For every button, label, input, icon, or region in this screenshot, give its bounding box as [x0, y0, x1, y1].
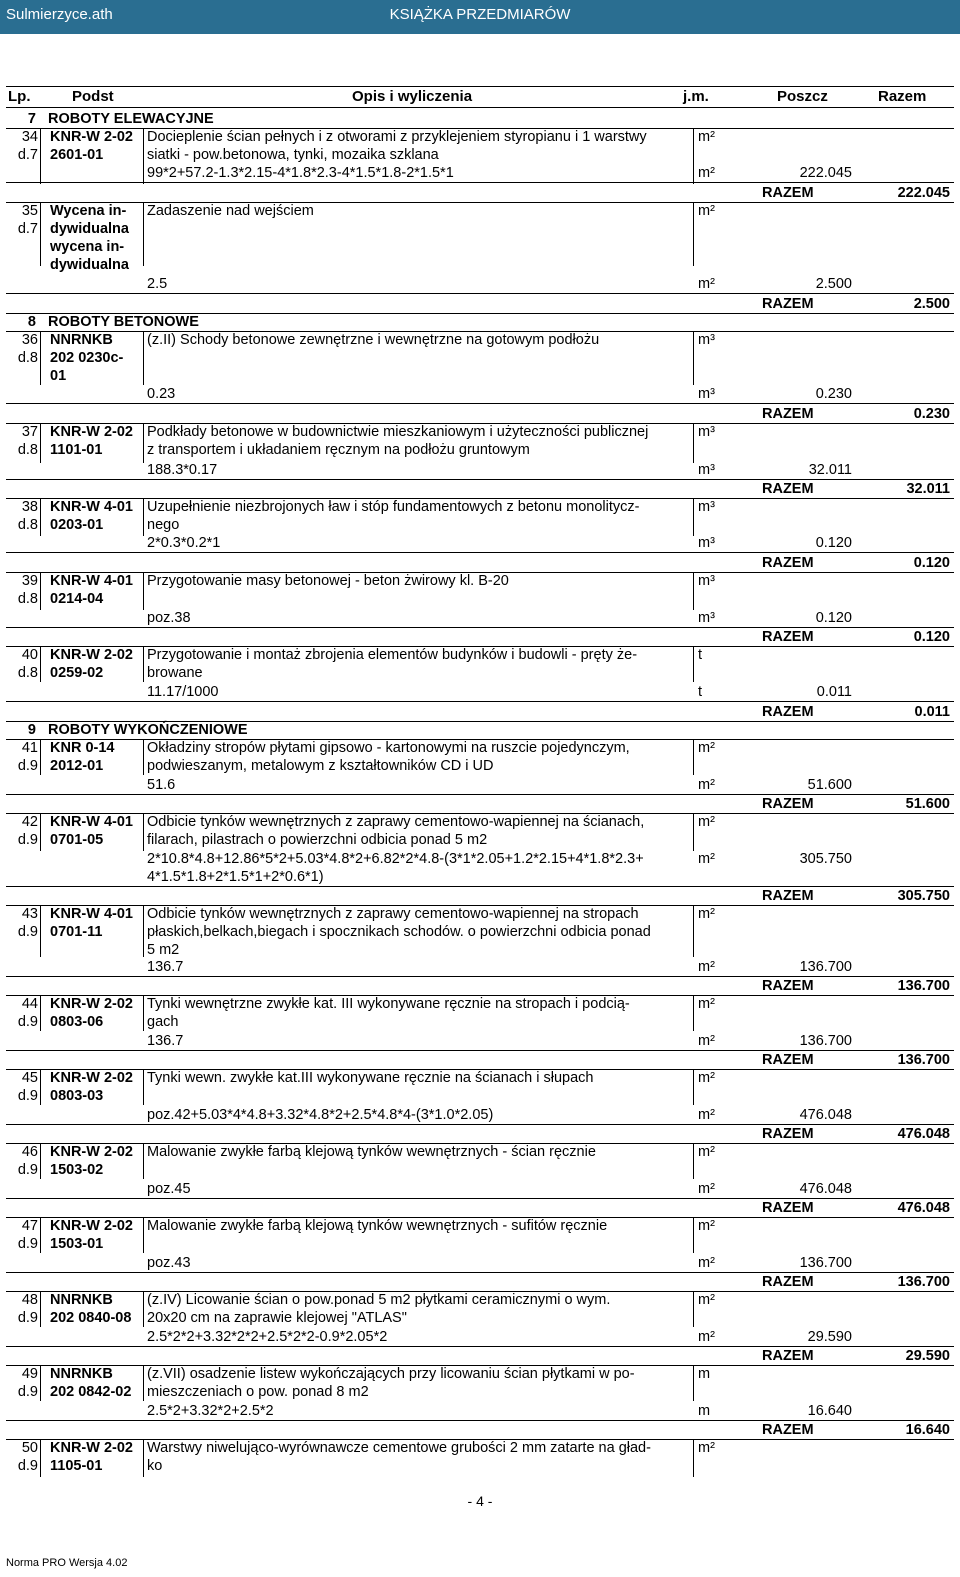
item-chapter: d.9 — [17, 1162, 38, 1178]
item-basis: KNR-W 4-01 — [50, 499, 133, 515]
razem-value: 136.700 — [897, 1274, 950, 1290]
calc-value: 32.011 — [808, 462, 852, 478]
item-number: 37 — [21, 424, 38, 440]
calc-formula: 2.5 — [147, 276, 168, 292]
item-description: Warstwy niwelująco-wyrównawcze cementowe grubości 2 mm zatarte na gład- — [147, 1440, 651, 1456]
calc-formula: poz.45 — [147, 1181, 191, 1197]
item-chapter: d.8 — [17, 591, 38, 607]
column-rule — [143, 423, 144, 463]
calc-unit: m² — [698, 1107, 715, 1123]
calc-formula: 2*0.3*0.2*1 — [147, 535, 221, 551]
item-basis: KNR-W 2-02 — [50, 129, 133, 145]
calc-unit: m² — [698, 1181, 715, 1197]
item-description: Docieplenie ścian pełnych i z otworami z przyklejeniem styropianu i 1 warstwy — [147, 129, 647, 145]
item-number: 35 — [21, 203, 38, 219]
calc-value: 0.230 — [815, 386, 852, 402]
section-number: 9 — [27, 722, 36, 738]
item-chapter: d.9 — [17, 758, 38, 774]
calc-value: 476.048 — [799, 1107, 852, 1123]
item-number: 43 — [21, 906, 38, 922]
column-rule — [40, 813, 41, 851]
item-description: browane — [147, 665, 203, 681]
row-rule — [6, 403, 954, 404]
razem-label: RAZEM — [762, 1422, 814, 1438]
razem-value: 0.230 — [913, 406, 950, 422]
calc-value: 0.011 — [816, 684, 852, 700]
row-rule — [6, 182, 954, 183]
item-basis: KNR-W 4-01 — [50, 573, 133, 589]
item-basis: 1105-01 — [50, 1458, 103, 1474]
item-unit: m² — [698, 203, 715, 219]
calc-unit: m² — [698, 165, 715, 181]
calc-formula: poz.43 — [147, 1255, 191, 1271]
row-rule — [6, 552, 954, 553]
column-rule — [693, 739, 694, 775]
item-description: Tynki wewn. zwykłe kat.III wykonywane ręcznie na ścianach i słupach — [147, 1070, 594, 1086]
item-number: 46 — [21, 1144, 38, 1160]
item-number: 41 — [21, 740, 38, 756]
item-chapter: d.9 — [17, 1384, 38, 1400]
item-description: (z.IV) Licowanie ścian o pow.ponad 5 m2 płytkami ceramicznymi o wym. — [147, 1292, 611, 1308]
column-rule — [143, 1365, 144, 1401]
item-basis: KNR-W 2-02 — [50, 1070, 133, 1086]
item-description: siatki - pow.betonowa, tynki, mozaika szklana — [147, 147, 439, 163]
column-rule — [693, 813, 694, 851]
calc-unit: m² — [698, 851, 715, 867]
column-rule — [40, 905, 41, 957]
item-number: 40 — [21, 647, 38, 663]
item-description: Odbicie tynków wewnętrznych z zaprawy cementowo-wapiennej na stropach — [147, 906, 639, 922]
item-description: 5 m2 — [147, 942, 180, 958]
item-description: filarach, pilastrach o powierzchni odbicia ponad 5 m2 — [147, 832, 488, 848]
column-rule — [693, 498, 694, 536]
razem-value: 0.120 — [913, 629, 950, 645]
item-chapter: d.8 — [17, 517, 38, 533]
header-poszcz: Poszcz — [777, 88, 828, 105]
item-basis: KNR-W 2-02 — [50, 996, 133, 1012]
item-basis: 2012-01 — [50, 758, 104, 774]
item-unit: m² — [698, 1218, 715, 1234]
section-title: ROBOTY WYKOŃCZENIOWE — [48, 722, 248, 738]
calc-value: 16.640 — [807, 1403, 852, 1419]
item-number: 36 — [21, 332, 38, 348]
razem-value: 136.700 — [897, 978, 950, 994]
column-rule — [693, 1291, 694, 1327]
header-opis: Opis i wyliczenia — [352, 88, 473, 105]
item-number: 38 — [21, 499, 38, 515]
razem-value: 0.120 — [913, 555, 950, 571]
calc-value: 51.600 — [807, 777, 852, 793]
item-basis: 202 0840-08 — [50, 1310, 132, 1326]
calc-formula: 2.5*2+3.32*2+2.5*2 — [147, 1403, 274, 1419]
column-rule — [40, 1069, 41, 1105]
razem-label: RAZEM — [762, 629, 814, 645]
item-basis: KNR-W 4-01 — [50, 906, 133, 922]
calc-unit: m³ — [698, 610, 715, 626]
razem-label: RAZEM — [762, 406, 814, 422]
item-number: 49 — [21, 1366, 38, 1382]
column-rule — [693, 572, 694, 610]
column-rule — [693, 905, 694, 957]
calc-unit: m² — [698, 959, 715, 975]
razem-label: RAZEM — [762, 296, 814, 312]
razem-label: RAZEM — [762, 1052, 814, 1068]
item-chapter: d.9 — [17, 924, 38, 940]
item-chapter: d.8 — [17, 665, 38, 681]
razem-value: 51.600 — [905, 796, 950, 812]
razem-value: 0.011 — [914, 704, 950, 720]
item-chapter: d.9 — [17, 1310, 38, 1326]
item-chapter: d.9 — [17, 1014, 38, 1030]
item-chapter: d.9 — [17, 832, 38, 848]
calc-value: 305.750 — [799, 851, 852, 867]
column-rule — [693, 1143, 694, 1179]
razem-value: 29.590 — [905, 1348, 950, 1364]
calc-formula: 2*10.8*4.8+12.86*5*2+5.03*4.8*2+6.82*2*4.8-(3*1*2.05+1.2*2.15+4*1.8*2.3+ — [147, 851, 644, 867]
calc-formula: 4*1.5*1.8+2*1.5*1+2*0.6*1) — [147, 869, 324, 885]
calc-formula: 136.7 — [147, 1033, 184, 1049]
item-unit: m² — [698, 996, 715, 1012]
item-unit: m³ — [698, 332, 715, 348]
calc-unit: m² — [698, 1329, 715, 1345]
item-description: Malowanie zwykłe farbą klejową tynków wewnętrznych - ścian ręcznie — [147, 1144, 596, 1160]
razem-value: 476.048 — [897, 1200, 950, 1216]
item-description: Uzupełnienie niezbrojonych ław i stóp fundamentowych z betonu monolitycz- — [147, 499, 640, 515]
column-rule — [143, 1143, 144, 1179]
calc-formula: 136.7 — [147, 959, 184, 975]
header-podst: Podst — [72, 88, 114, 105]
column-rule — [693, 995, 694, 1031]
item-basis: 0259-02 — [50, 665, 104, 681]
calc-formula: poz.38 — [147, 610, 191, 626]
item-basis: NNRNKB — [50, 332, 113, 348]
item-chapter: d.7 — [17, 147, 38, 163]
calc-formula: 2.5*2*2+3.32*2*2+2.5*2*2-0.9*2.05*2 — [147, 1329, 388, 1345]
razem-value: 136.700 — [897, 1052, 950, 1068]
column-rule — [40, 331, 41, 385]
item-number: 48 — [21, 1292, 38, 1308]
item-description: z transportem i układaniem ręcznym na podłożu gruntowym — [147, 442, 530, 458]
razem-label: RAZEM — [762, 1126, 814, 1142]
item-basis: KNR 0-14 — [50, 740, 115, 756]
calc-value: 136.700 — [799, 959, 852, 975]
calc-value: 136.700 — [799, 1255, 852, 1271]
calc-unit: t — [698, 684, 703, 700]
column-rule — [693, 1069, 694, 1105]
razem-label: RAZEM — [762, 704, 814, 720]
row-rule — [6, 293, 954, 294]
item-chapter: d.8 — [17, 350, 38, 366]
column-rule — [693, 646, 694, 682]
calc-value: 29.590 — [807, 1329, 852, 1345]
column-rule — [143, 1439, 144, 1477]
item-unit: m³ — [698, 499, 715, 515]
column-rule — [40, 739, 41, 775]
item-basis: dywidualna — [50, 257, 129, 273]
calc-value: 476.048 — [799, 1181, 852, 1197]
column-rule — [143, 1291, 144, 1327]
item-description: gach — [147, 1014, 179, 1030]
item-basis: 0803-06 — [50, 1014, 104, 1030]
razem-label: RAZEM — [762, 1348, 814, 1364]
calc-formula: poz.42+5.03*4*4.8+3.32*4.8*2+2.5*4.8*4-(3*1.0*2.05) — [147, 1107, 494, 1123]
item-basis: KNR-W 2-02 — [50, 1440, 133, 1456]
top-bar — [0, 0, 960, 34]
item-basis: 0701-05 — [50, 832, 104, 848]
calc-value: 0.120 — [815, 535, 852, 551]
item-chapter: d.7 — [17, 221, 38, 237]
item-chapter: d.9 — [17, 1458, 38, 1474]
razem-label: RAZEM — [762, 185, 814, 201]
column-rule — [40, 1143, 41, 1179]
razem-label: RAZEM — [762, 1200, 814, 1216]
column-rule — [40, 423, 41, 463]
item-basis: KNR-W 2-02 — [50, 647, 133, 663]
column-rule — [693, 128, 694, 184]
column-rule — [693, 423, 694, 463]
item-basis: 0214-04 — [50, 591, 104, 607]
item-number: 39 — [21, 573, 38, 589]
item-description: (z.II) Schody betonowe zewnętrzne i wewnętrzne na gotowym podłożu — [147, 332, 600, 348]
item-basis: 0203-01 — [50, 517, 104, 533]
item-basis: KNR-W 2-02 — [50, 424, 133, 440]
calc-formula: 188.3*0.17 — [147, 462, 218, 478]
razem-label: RAZEM — [762, 978, 814, 994]
item-unit: m² — [698, 1440, 715, 1456]
item-basis: 0701-11 — [50, 924, 103, 940]
item-basis: dywidualna — [50, 221, 129, 237]
calc-unit: m — [698, 1403, 711, 1419]
column-rule — [40, 1439, 41, 1477]
item-description: płaskich,belkach,biegach i spocznikach schodów. o powierzchni odbicia ponad — [147, 924, 651, 940]
item-number: 47 — [21, 1218, 38, 1234]
column-rule — [693, 1217, 694, 1253]
razem-value: 2.500 — [913, 296, 950, 312]
column-rule — [40, 646, 41, 682]
item-basis: 1503-01 — [50, 1236, 104, 1252]
item-number: 34 — [21, 129, 38, 145]
calc-formula: 51.6 — [147, 777, 176, 793]
column-rule — [693, 1439, 694, 1477]
calc-formula: 0.23 — [147, 386, 176, 402]
section-number: 8 — [27, 314, 36, 330]
razem-value: 476.048 — [897, 1126, 950, 1142]
column-rule — [143, 128, 144, 184]
item-unit: m² — [698, 129, 715, 145]
column-rule — [143, 331, 144, 385]
item-description: nego — [147, 517, 180, 533]
calc-unit: m³ — [698, 535, 715, 551]
item-basis: 202 0230c- — [50, 350, 124, 366]
item-description: 20x20 cm na zaprawie klejowej "ATLAS" — [147, 1310, 407, 1326]
column-rule — [40, 498, 41, 536]
item-description: ko — [147, 1458, 163, 1474]
table-header — [0, 86, 960, 108]
column-rule — [40, 572, 41, 610]
item-basis: 2601-01 — [50, 147, 104, 163]
column-rule — [143, 202, 144, 266]
razem-label: RAZEM — [762, 555, 814, 571]
item-basis: 1503-02 — [50, 1162, 104, 1178]
section-title: ROBOTY ELEWACYJNE — [48, 111, 214, 127]
item-description: (z.VII) osadzenie listew wykończających przy licowaniu ścian płytkami w po- — [147, 1366, 635, 1382]
item-basis: NNRNKB — [50, 1292, 113, 1308]
item-description: Podkłady betonowe w budownictwie mieszkaniowym i użyteczności publicznej — [147, 424, 649, 440]
razem-label: RAZEM — [762, 796, 814, 812]
column-rule — [40, 202, 41, 266]
column-rule — [143, 646, 144, 682]
item-unit: m² — [698, 906, 715, 922]
calc-formula: 11.17/1000 — [147, 684, 219, 700]
calc-unit: m² — [698, 1033, 715, 1049]
item-basis: 1101-01 — [50, 442, 103, 458]
item-basis: KNR-W 4-01 — [50, 814, 133, 830]
item-chapter: d.9 — [17, 1088, 38, 1104]
razem-value: 16.640 — [905, 1422, 950, 1438]
column-rule — [693, 202, 694, 266]
column-rule — [143, 1069, 144, 1105]
item-basis: KNR-W 2-02 — [50, 1144, 133, 1160]
item-unit: m² — [698, 740, 715, 756]
item-unit: m² — [698, 1070, 715, 1086]
item-number: 50 — [21, 1440, 38, 1456]
column-rule — [40, 995, 41, 1031]
item-number: 45 — [21, 1070, 38, 1086]
column-rule — [40, 1217, 41, 1253]
header-razem: Razem — [878, 88, 927, 105]
item-basis: wycena in- — [50, 239, 125, 255]
razem-label: RAZEM — [762, 888, 814, 904]
column-rule — [693, 331, 694, 385]
software-version: Norma PRO Wersja 4.02 — [6, 1557, 128, 1569]
column-rule — [143, 995, 144, 1031]
item-basis: NNRNKB — [50, 1366, 113, 1382]
item-unit: m — [698, 1366, 711, 1382]
column-rule — [40, 128, 41, 184]
item-description: Zadaszenie nad wejściem — [147, 203, 314, 219]
item-chapter: d.8 — [17, 442, 38, 458]
calc-formula: 99*2+57.2-1.3*2.15-4*1.8*2.3-4*1.5*1.8-2*1.5*1 — [147, 165, 454, 181]
item-unit: m³ — [698, 573, 715, 589]
item-chapter: d.9 — [17, 1236, 38, 1252]
item-unit: m² — [698, 814, 715, 830]
item-description: mieszczeniach o pow. ponad 8 m2 — [147, 1384, 369, 1400]
header-lp: Lp. — [8, 88, 31, 105]
razem-value: 32.011 — [906, 481, 950, 497]
calc-unit: m² — [698, 777, 715, 793]
calc-unit: m³ — [698, 462, 715, 478]
column-rule — [143, 739, 144, 775]
razem-value: 305.750 — [897, 888, 950, 904]
calc-value: 222.045 — [799, 165, 852, 181]
calc-value: 136.700 — [799, 1033, 852, 1049]
calc-unit: m³ — [698, 386, 715, 402]
column-rule — [143, 905, 144, 957]
item-description: Okładziny stropów płytami gipsowo - kartonowymi na ruszcie pojedynczym, — [147, 740, 630, 756]
section-number: 7 — [27, 111, 36, 127]
column-rule — [40, 1365, 41, 1401]
section-title: ROBOTY BETONOWE — [48, 314, 199, 330]
item-number: 42 — [21, 814, 38, 830]
calc-unit: m² — [698, 1255, 715, 1271]
item-unit: m³ — [698, 424, 715, 440]
column-rule — [143, 1217, 144, 1253]
item-unit: t — [698, 647, 703, 663]
item-description: Malowanie zwykłe farbą klejową tynków wewnętrznych - sufitów ręcznie — [147, 1218, 608, 1234]
calc-value: 0.120 — [815, 610, 852, 626]
item-description: podwieszanym, metalowym z kształtowników CD i UD — [147, 758, 494, 774]
column-rule — [143, 498, 144, 536]
item-description: Odbicie tynków wewnętrznych z zaprawy cementowo-wapiennej na ścianach, — [147, 814, 645, 830]
row-rule — [6, 701, 954, 702]
column-rule — [143, 813, 144, 851]
item-description: Przygotowanie masy betonowej - beton żwirowy kl. B-20 — [147, 573, 509, 589]
item-basis: KNR-W 2-02 — [50, 1218, 133, 1234]
column-rule — [40, 1291, 41, 1327]
document-title: KSIĄŻKA PRZEDMIARÓW — [389, 6, 571, 23]
razem-label: RAZEM — [762, 1274, 814, 1290]
item-basis: 0803-03 — [50, 1088, 104, 1104]
calc-unit: m² — [698, 276, 715, 292]
item-unit: m² — [698, 1292, 715, 1308]
item-number: 44 — [21, 996, 38, 1012]
razem-value: 222.045 — [897, 185, 950, 201]
header-jm: j.m. — [683, 88, 709, 105]
column-rule — [693, 1365, 694, 1401]
site-name: Sulmierzyce.ath — [6, 6, 113, 23]
item-description: Tynki wewnętrzne zwykłe kat. III wykonywane ręcznie na stropach i podcią- — [147, 996, 630, 1012]
item-basis: 202 0842-02 — [50, 1384, 132, 1400]
page-number: - 4 - — [467, 1493, 493, 1509]
item-basis: Wycena in- — [50, 203, 127, 219]
item-basis: 01 — [50, 368, 67, 384]
column-rule — [143, 572, 144, 610]
razem-label: RAZEM — [762, 481, 814, 497]
item-description: Przygotowanie i montaż zbrojenia elementów budynków i budowli - pręty że- — [147, 647, 638, 663]
item-unit: m² — [698, 1144, 715, 1160]
header-bottom-rule — [6, 107, 954, 108]
calc-value: 2.500 — [815, 276, 852, 292]
